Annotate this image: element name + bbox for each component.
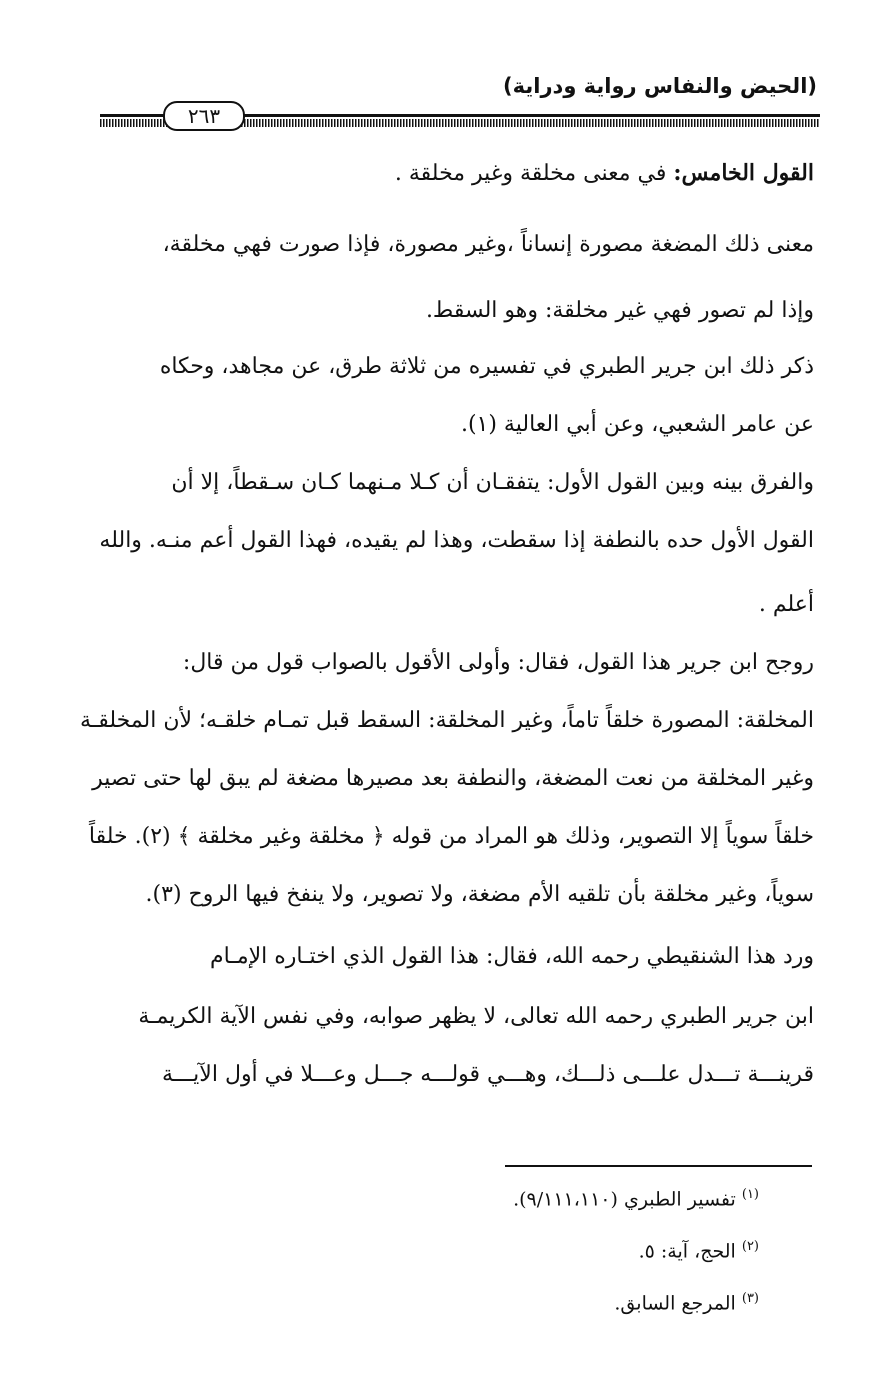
- footnote-1: [513, 1187, 759, 1210]
- text-line: ذكر ذلك ابن جرير الطبري في تفسيره من ثلاثة طرق، عن مجاهد، وحكاه: [159, 354, 814, 379]
- footnote-2: [639, 1239, 759, 1262]
- text-line: [395, 158, 814, 189]
- text-line: روجح ابن جرير هذا القول، فقال: وأولى الأقول بالصواب قول من قال:: [182, 650, 814, 675]
- text-line: عن عامر الشعبي، وعن أبي العالية (١).: [460, 412, 814, 437]
- text-line: خلقاً سوياً إلا التصوير، وذلك هو المراد من قوله ﴿ مخلقة وغير مخلقة ﴾ (٢). خلقاً: [88, 824, 814, 849]
- text-line: المخلقة: المصورة خلقاً تاماً، وغير المخلقة: السقط قبل تمـام خلقـه؛ لأن المخلقـة: [79, 708, 814, 733]
- text-line: أعلم .: [758, 592, 814, 617]
- footnote-3: [614, 1291, 759, 1314]
- running-header-title: (الحيض والنفاس رواية ودراية): [503, 74, 817, 98]
- footnote-marker: (١): [741, 1187, 759, 1202]
- line-text: في معنى مخلقة وغير مخلقة .: [394, 161, 674, 186]
- page-number-text: ٢٦٣: [187, 104, 221, 128]
- page-number: [163, 101, 245, 131]
- text-line: قرينـــة تـــدل علـــى ذلـــك، وهـــي قولـــه جـــل وعـــلا في أول الآيـــة: [162, 1062, 814, 1087]
- text-line: والفرق بينه وبين القول الأول: يتفقـان أن كـلا مـنهما كـان سـقطاً، إلا أن: [171, 470, 814, 495]
- text-line: القول الأول حده بالنطفة إذا سقطت، وهذا لم يقيده، فهذا القول أعم منـه. والله: [99, 528, 814, 553]
- text-line: ورد هذا الشنقيطي رحمه الله، فقال: هذا القول الذي اختـاره الإمـام: [210, 944, 814, 969]
- footnote-marker: (٢): [741, 1239, 759, 1254]
- text-line: سوياً، وغير مخلقة بأن تلقيه الأم مضغة، ولا تصوير، ولا ينفخ فيها الروح (٣).: [145, 882, 814, 907]
- footnote-text: الحج، آية: ٥.: [638, 1240, 736, 1263]
- footnote-separator: [505, 1165, 812, 1167]
- text-line: معنى ذلك المضغة مصورة إنساناً ،وغير مصورة، فإذا صورت فهي مخلقة،: [162, 232, 814, 257]
- footnote-text: تفسير الطبري (٩/١١١،١١٠).: [513, 1188, 736, 1211]
- text-line: وغير المخلقة من نعت المضغة، والنطفة بعد مصيرها مضغة لم يبق لها حتى تصير: [92, 766, 814, 791]
- text-line: ابن جرير الطبري رحمه الله تعالى، لا يظهر صوابه، وفي نفس الآية الكريمـة: [138, 1004, 814, 1029]
- footnote-marker: (٣): [741, 1291, 759, 1306]
- text-line: وإذا لم تصور فهي غير مخلقة: وهو السقط.: [425, 298, 814, 323]
- footnote-text: المرجع السابق.: [614, 1292, 736, 1315]
- section-heading: القول الخامس:: [673, 160, 814, 186]
